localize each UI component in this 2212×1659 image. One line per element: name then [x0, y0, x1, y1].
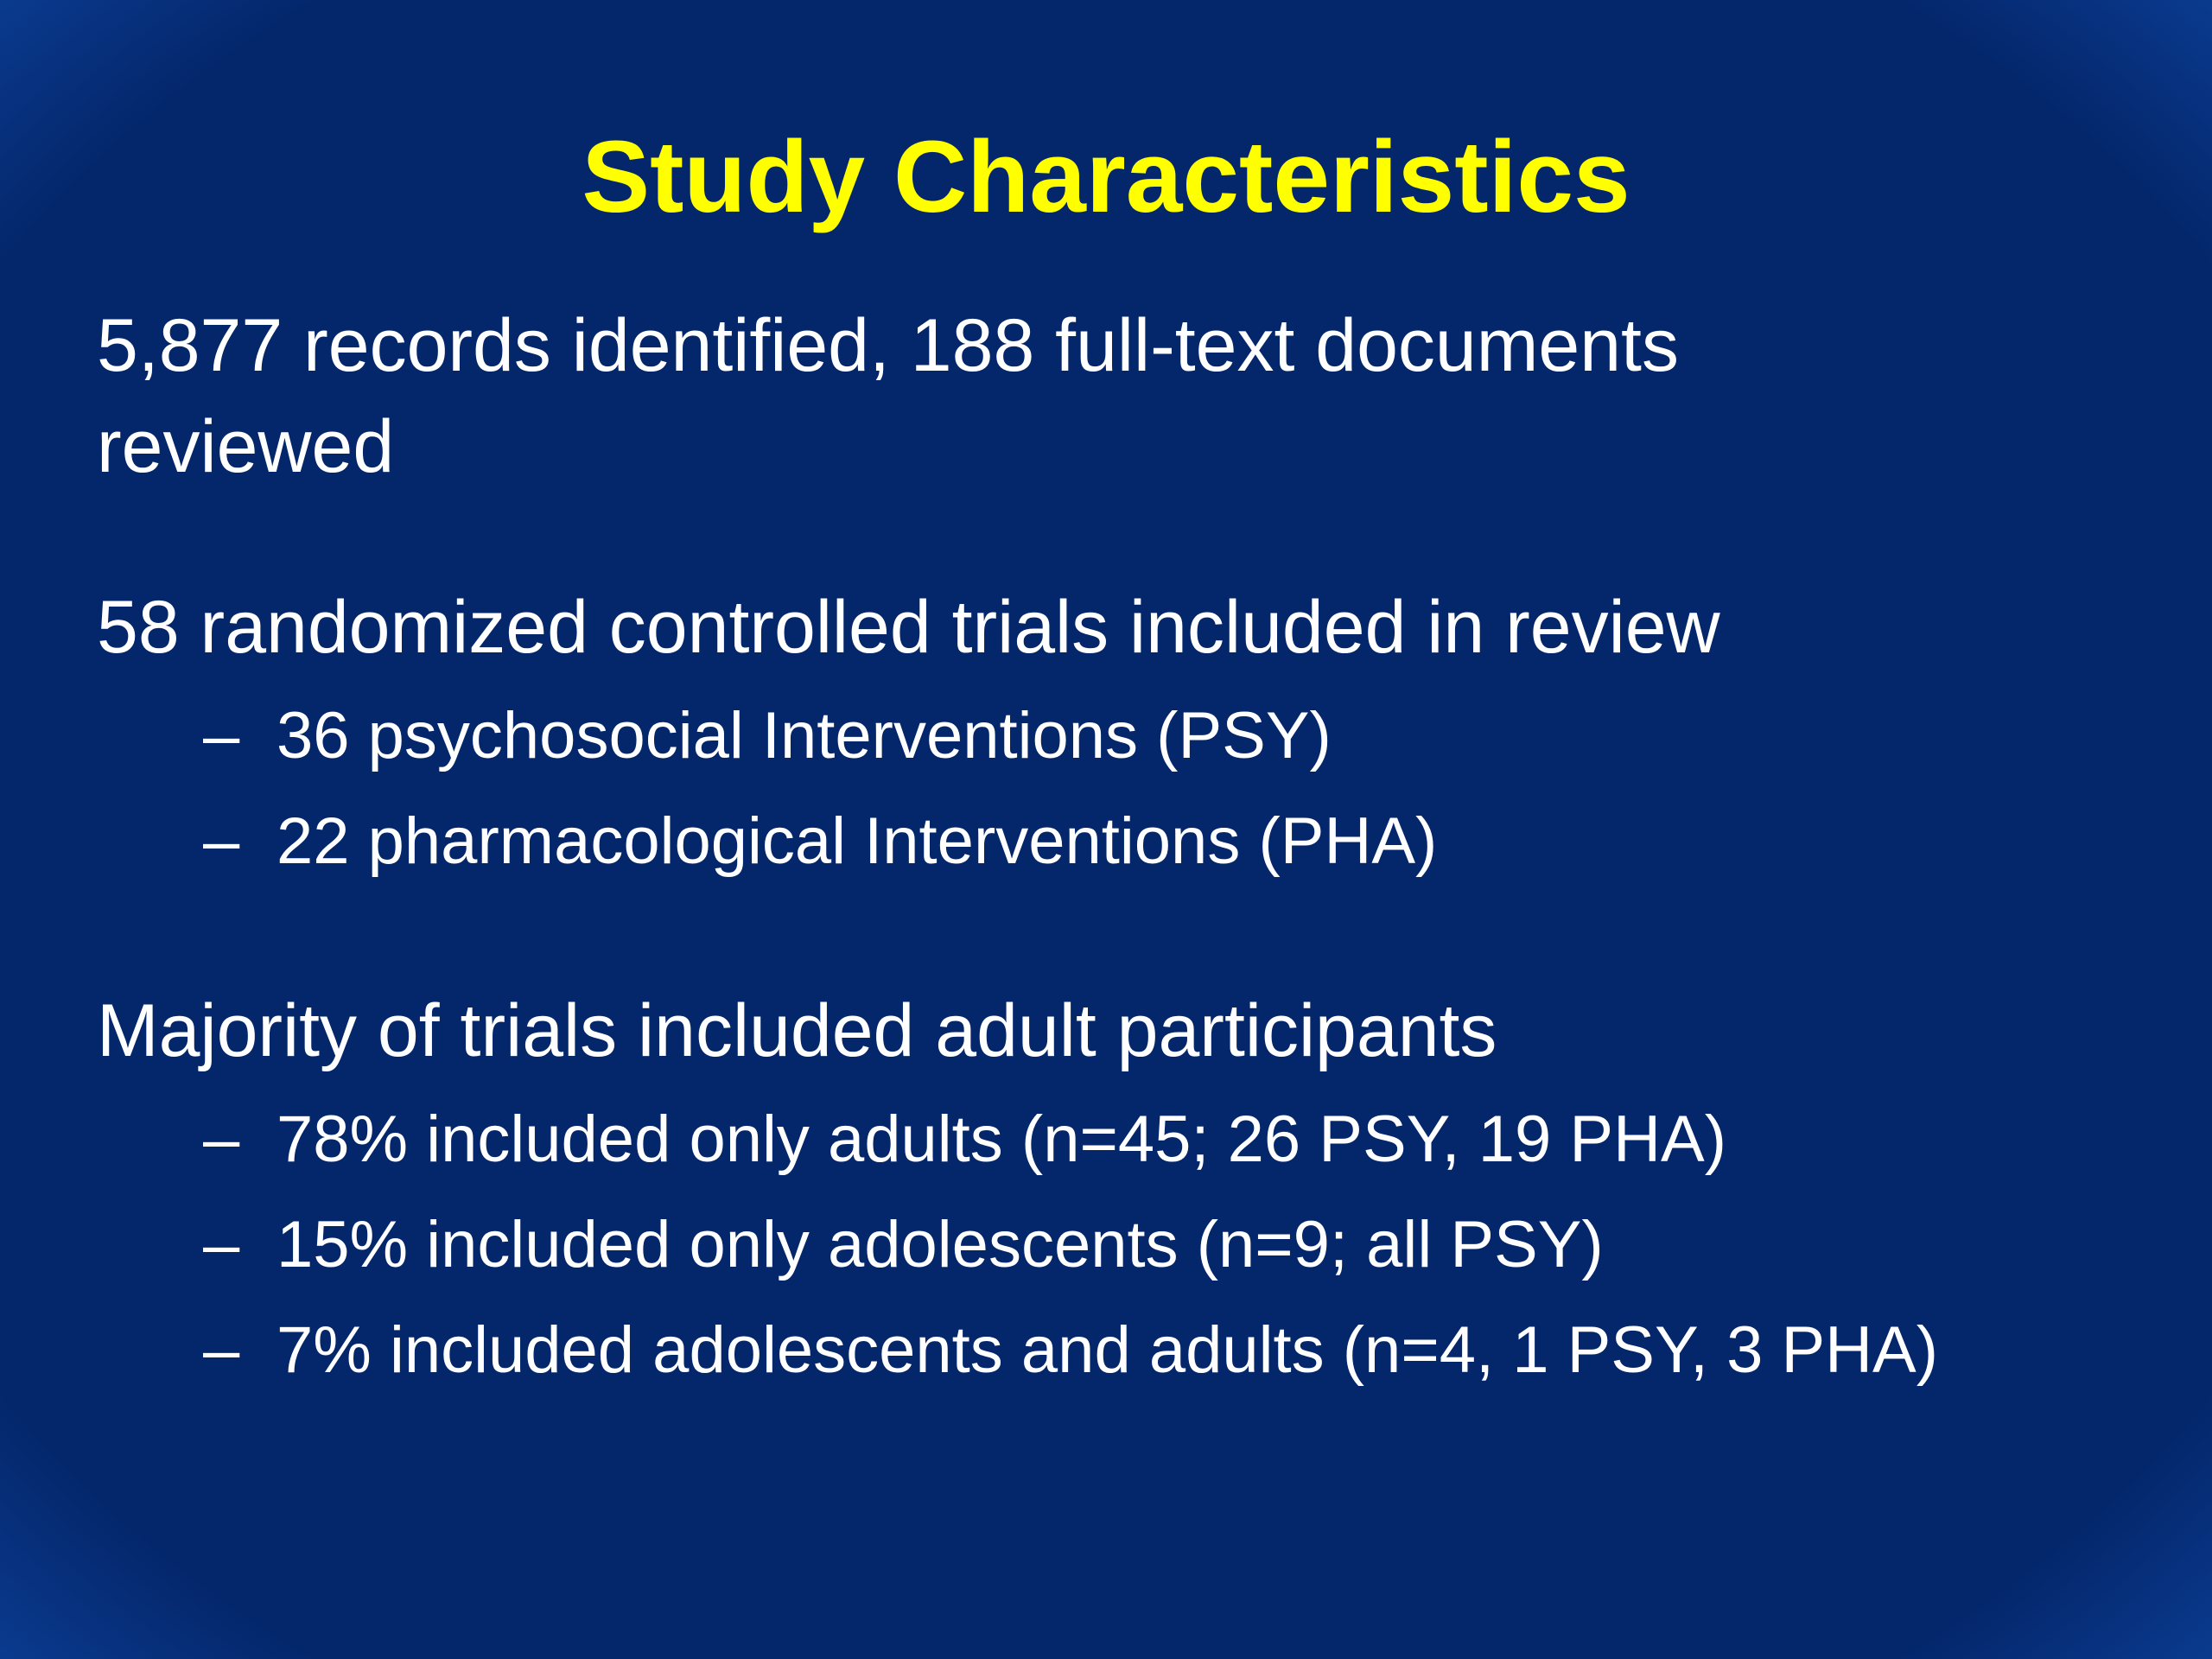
- sub-bullet-text: 15% included only adolescents (n=9; all PSY): [276, 1208, 1604, 1281]
- dash-marker: –: [203, 1103, 240, 1176]
- slide-title: Study Characteristics: [582, 120, 1630, 234]
- bullet-records-reviewed: 5,877 records identified, 188 full-text documents reviewed: [97, 304, 1679, 488]
- sub-bullet-psychosocial: [97, 683, 2119, 789]
- sub-bullet-text: 78% included only adults (n=45; 26 PSY, 19 PHA): [276, 1103, 1727, 1176]
- bullet-participants: Majority of trials included adult participants: [97, 989, 1497, 1072]
- participants-sublist: [97, 1087, 2119, 1403]
- sub-bullet-text: 22 pharmacological Interventions (PHA): [276, 804, 1438, 878]
- rct-sublist: [97, 683, 2119, 894]
- dash-marker: –: [203, 804, 240, 878]
- slide-content: [97, 296, 2119, 1403]
- sub-bullet-pharmacological: [97, 789, 2119, 894]
- sub-bullet-text: 7% included adolescents and adults (n=4, 1 PSY, 3 PHA): [276, 1313, 1939, 1387]
- sub-bullet-text: 36 psychosocial Interventions (PSY): [276, 699, 1332, 772]
- sub-bullet-adults-only: [97, 1087, 2119, 1192]
- dash-marker: –: [203, 1313, 240, 1387]
- sub-bullet-adolescents-and-adults: [97, 1298, 2119, 1403]
- dash-marker: –: [203, 1208, 240, 1281]
- sub-bullet-adolescents-only: [97, 1192, 2119, 1298]
- dash-marker: –: [203, 699, 240, 772]
- bullet-rct-count: 58 randomized controlled trials included in review: [97, 586, 1720, 669]
